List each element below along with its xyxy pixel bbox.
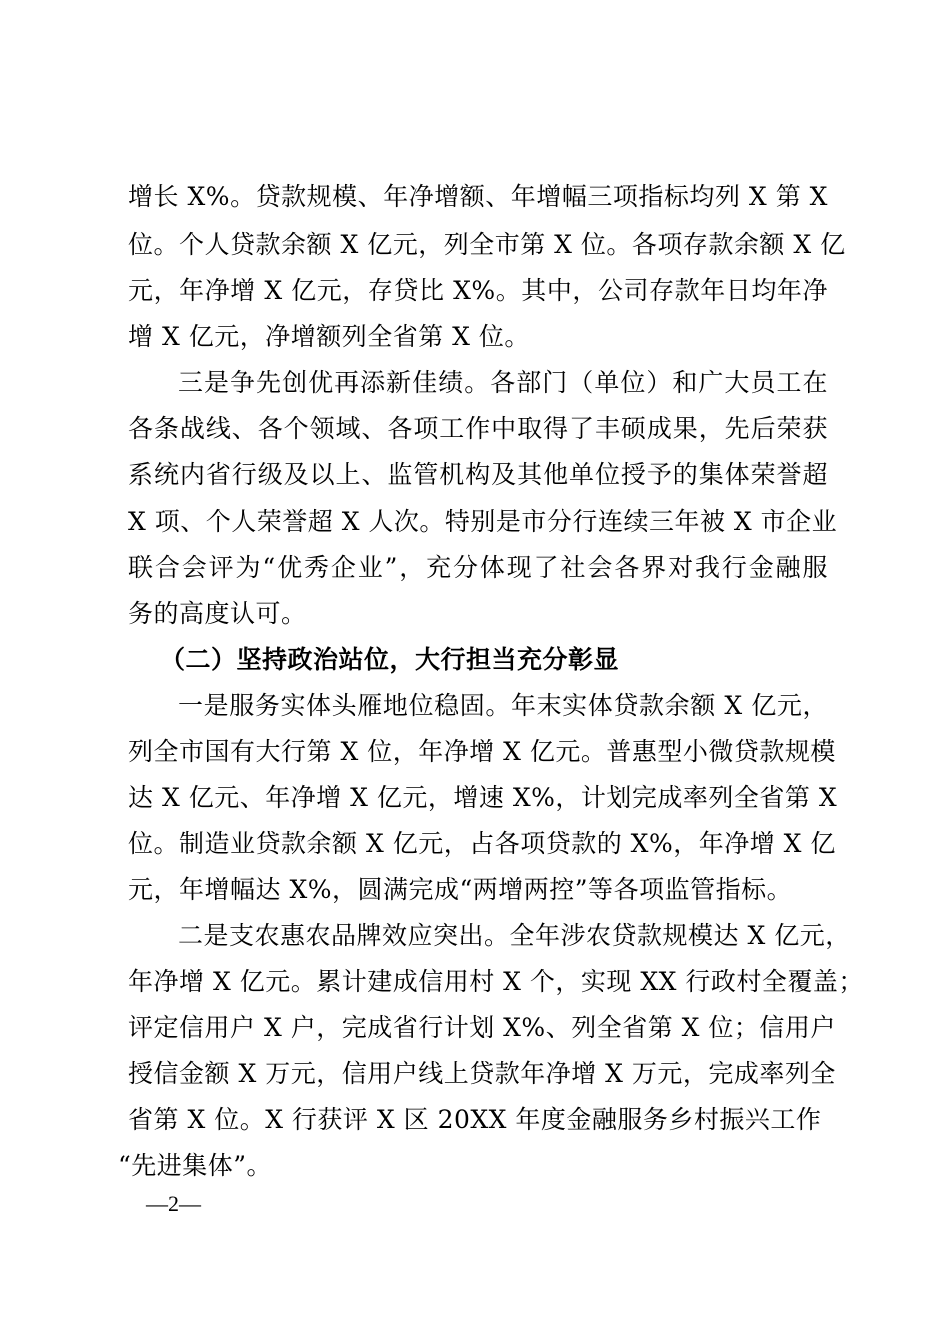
text-line: 务的高度认可。 (128, 599, 307, 628)
page-number: —2— (146, 1191, 201, 1216)
paragraph-first-line: 三是争先创优再添新佳绩。各部门（单位）和广大员工在 (178, 368, 828, 397)
paragraph-first-line: 二是支农惠农品牌效应突出。全年涉农贷款规模达 X 亿元， (178, 921, 851, 950)
text-line: 评定信用户 X 户，完成省行计划 X%、列全省第 X 位；信用户 (128, 1013, 836, 1042)
text-line: 授信金额 X 万元，信用户线上贷款年净增 X 万元，完成率列全 (128, 1059, 836, 1088)
text-line: 元，年净增 X 亿元，存贷比 X%。其中，公司存款年日均年净 (128, 276, 828, 305)
text-line: “先进集体”。 (118, 1151, 273, 1180)
text-line: 列全市国有大行第 X 位，年净增 X 亿元。普惠型小微贷款规模 (128, 737, 836, 766)
text-line: 达 X 亿元、年净增 X 亿元，增速 X%，计划完成率列全省第 X (128, 783, 838, 812)
text-line: 各条战线、各个领域、各项工作中取得了丰硕成果，先后荣获 (128, 414, 828, 443)
text-line: 元，年增幅达 X%，圆满完成“两增两控”等各项监管指标。 (128, 875, 793, 904)
text-line: 位。个人贷款余额 X 亿元，列全市第 X 位。各项存款余额 X 亿 (128, 230, 846, 259)
paragraph-first-line: 一是服务实体头雁地位稳固。年末实体贷款余额 X 亿元， (178, 691, 828, 720)
text-line: 增 X 亿元，净增额列全省第 X 位。 (128, 322, 530, 351)
text-line: 年净增 X 亿元。累计建成信用村 X 个，实现 XX 行政村全覆盖； (128, 967, 864, 996)
text-line: 系统内省行级及以上、监管机构及其他单位授予的集体荣誉超 (128, 460, 828, 489)
text-line: 省第 X 位。X 行获评 X 区 20XX 年度金融服务乡村振兴工作 (128, 1105, 822, 1134)
text-line: X 项、个人荣誉超 X 人次。特别是市分行连续三年被 X 市企业 (128, 507, 838, 536)
section-heading: （二）坚持政治站位，大行担当充分彰显 (160, 645, 620, 674)
text-line: 增长 X%。贷款规模、年净增额、年增幅三项指标均列 X 第 X (128, 182, 828, 211)
text-line: 联合会评为“优秀企业”，充分体现了社会各界对我行金融服 (128, 553, 828, 582)
text-line: 位。制造业贷款余额 X 亿元，占各项贷款的 X%，年净增 X 亿 (128, 829, 836, 858)
